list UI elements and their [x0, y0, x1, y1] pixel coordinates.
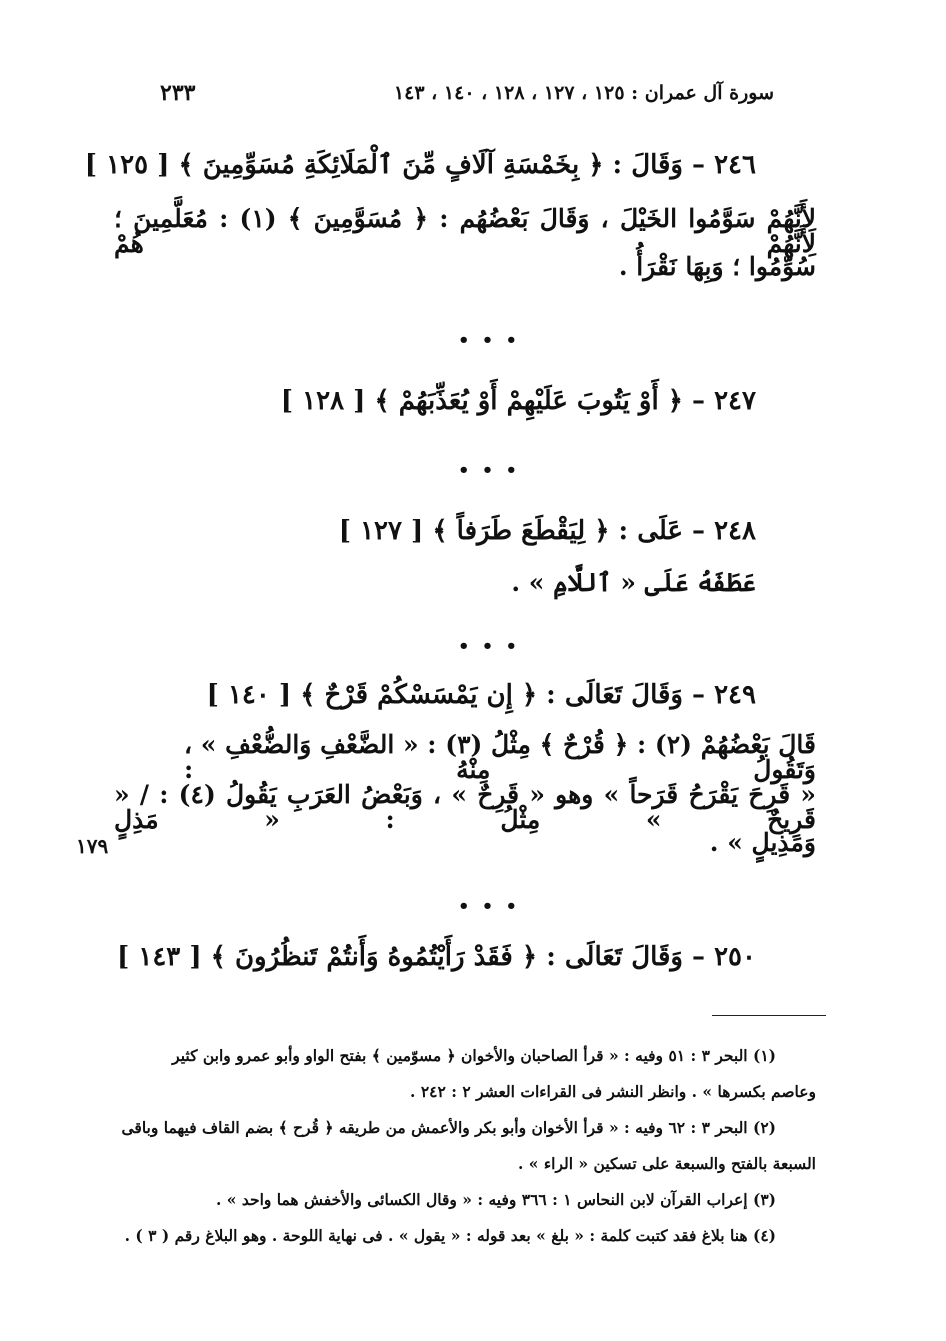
entry-line: لِأَنَّهُمْ سَوَّمُوا الخَيْلَ ، وَقَالَ بَعْضُهُم : ﴿ مُسَوَّمِينَ ﴾ (١) : مُعَلَّمِينَ ؛ لِأَنَّهُمْ هُمْ — [114, 204, 816, 258]
page-number: ٢٣٣ — [160, 80, 196, 106]
footnote-line: (١) البحر ٣ : ٥١ وفيه : « قرأ الصاحبان والأخوان ﴿ مسوّمين ﴾ بفتح الواو وأبو عمرو وابن كثير — [172, 1046, 776, 1065]
footnote-divider — [712, 1015, 826, 1016]
entry-line: « قَرِحَ يَقْرَحُ قَرَحاً » وهو « قَرِحٌ » ، وَبَعْضُ العَرَبِ يَقُولُ (٤) : / « قَرِيحٌ » مِثْلُ : « مَذِلٍ — [114, 780, 816, 834]
entry-line: سُوِّمُوا ؛ وَبِهَا نَقْرَأُ . — [618, 252, 816, 281]
entry-line: عَطَفَهُ عَلَى « ٱللَّامِ » . — [511, 568, 756, 597]
running-title: سورة آل عمران : ١٢٥ ، ١٢٧ ، ١٢٨ ، ١٤٠ ، ١٤٣ — [393, 82, 774, 104]
entry-heading: ٢٤٧ – ﴿ أَوْ يَتُوبَ عَلَيْهِمْ أَوْ يُعَذِّبَهُمْ ﴾ [ ١٢٨ ] — [280, 386, 756, 416]
manuscript-folio-number: ١٧٩ — [76, 834, 109, 858]
footnote-line: (٤) هنا بلاغ فقد كتبت كلمة : « بلغ » بعد قوله : « يقول » . فى نهاية اللوحة . وهو البلاغ رقم ( ٣ ) . — [124, 1226, 776, 1245]
section-separator: • • • — [458, 460, 521, 481]
entry-heading: ٢٤٩ – وَقَالَ تَعَالَى : ﴿ إِن يَمْسَسْكُمْ قَرْحٌ ﴾ [ ١٤٠ ] — [206, 680, 756, 710]
footnote-line: (٢) البحر ٣ : ٦٢ وفيه : « قرأ الأخوان وأبو بكر والأعمش من طريقه ﴿ قُرح ﴾ بضم القاف فيهما وباقى — [121, 1118, 776, 1137]
footnote-line: وعاصم بكسرها » . وانظر النشر فى القراءات العشر ٢ : ٢٤٢ . — [410, 1082, 816, 1101]
entry-heading: ٢٤٨ – عَلَى : ﴿ لِيَقْطَعَ طَرَفاً ﴾ [ ١٢٧ ] — [338, 516, 756, 546]
entry-heading: ٢٥٠ – وَقَالَ تَعَالَى : ﴿ فَقَدْ رَأَيْتُمُوهُ وَأَنتُمْ تَنظُرُونَ ﴾ [ ١٤٣ ] — [117, 942, 756, 972]
section-separator: • • • — [458, 330, 521, 351]
entry-heading: ٢٤٦ – وَقَالَ : ﴿ بِخَمْسَةِ آلَافٍ مِّنَ ٱلْمَلَائِكَةِ مُسَوِّمِينَ ﴾ [ ١٢٥ ] — [84, 150, 756, 180]
entry-line: قَالَ بَعْضُهُمْ (٢) : ﴿ قُرْحٌ ﴾ مِثْلُ (٣) : « الضَّعْفِ وَالضُّعْفِ » ، وَتَقُولُ مِنْهُ : — [184, 730, 816, 784]
section-separator: • • • — [458, 896, 521, 917]
entry-line: وَمَذِيلٍ » . — [709, 828, 816, 857]
footnote-line: (٣) إعراب القرآن لابن النحاس ١ : ٣٦٦ وفيه : « وقال الكسائى والأخفش هما واحد » . — [215, 1190, 776, 1209]
section-separator: • • • — [458, 636, 521, 657]
footnote-line: السبعة بالفتح والسبعة على تسكين « الراء » . — [517, 1154, 816, 1173]
